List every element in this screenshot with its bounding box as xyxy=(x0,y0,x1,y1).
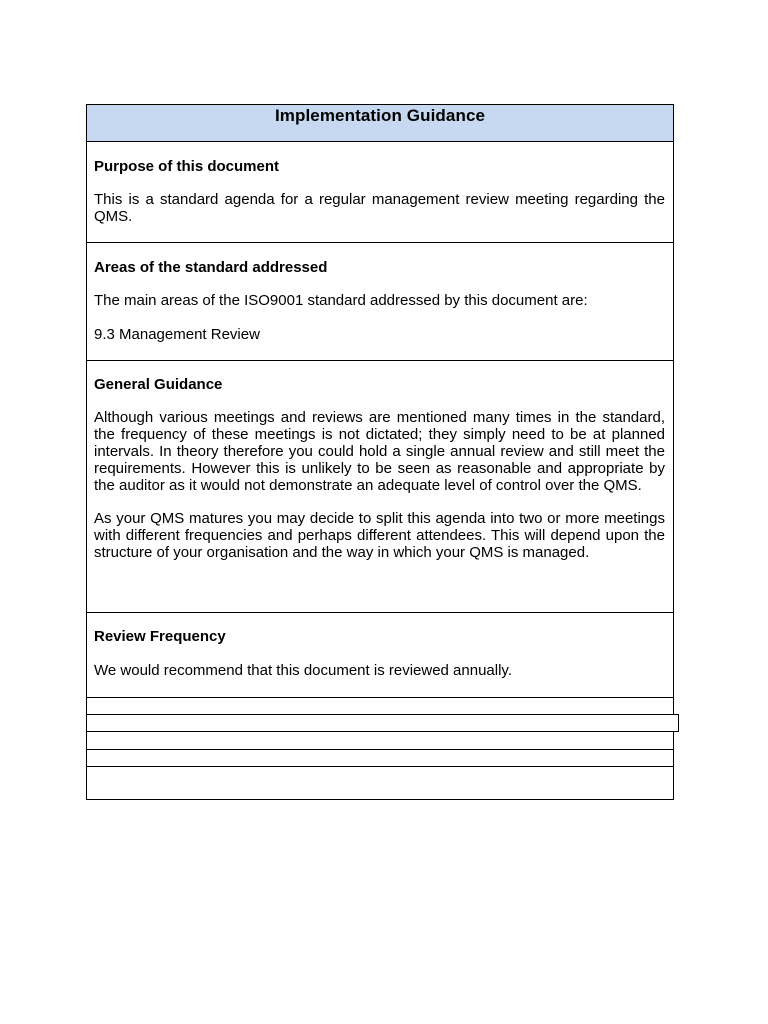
section-heading: Areas of the standard addressed xyxy=(94,259,328,276)
section-paragraph: This is a standard agenda for a regular management review meeting regarding the QMS. xyxy=(94,191,665,225)
section-paragraph: Although various meetings and reviews are mentioned many times in the standard, the frequency of these meetings is not dictated; they simply need to be at planned intervals. In theory therefore you could hold a single annual review and still meet the requirements. However this is unlikely to be seen as reasonable and appropriate by the auditor as it would not demonstrate an adequate level of control over the QMS. xyxy=(94,409,665,494)
section-heading: General Guidance xyxy=(94,376,223,393)
section-heading: Purpose of this document xyxy=(94,158,280,175)
section-paragraph: 9.3 Management Review xyxy=(94,326,260,343)
table-header-row xyxy=(86,104,674,142)
section-purpose xyxy=(86,141,674,243)
section-paragraph: The main areas of the ISO9001 standard addressed by this document are: xyxy=(94,292,588,309)
section-areas-addressed xyxy=(86,242,674,361)
section-general-guidance xyxy=(86,360,674,613)
empty-table-row xyxy=(86,731,674,750)
empty-table-row xyxy=(86,766,674,800)
section-review-frequency xyxy=(86,612,674,698)
table-title: Implementation Guidance xyxy=(274,106,486,125)
section-paragraph: As your QMS matures you may decide to split this agenda into two or more meetings with different frequencies and perhaps different attendees. This will depend upon the structure of your organisation and the way in which your QMS is managed. xyxy=(94,510,665,561)
empty-table-row xyxy=(86,749,674,767)
empty-table-row xyxy=(86,697,674,715)
empty-table-row xyxy=(86,714,679,732)
section-heading: Review Frequency xyxy=(94,628,226,645)
section-paragraph: We would recommend that this document is reviewed annually. xyxy=(94,662,512,679)
